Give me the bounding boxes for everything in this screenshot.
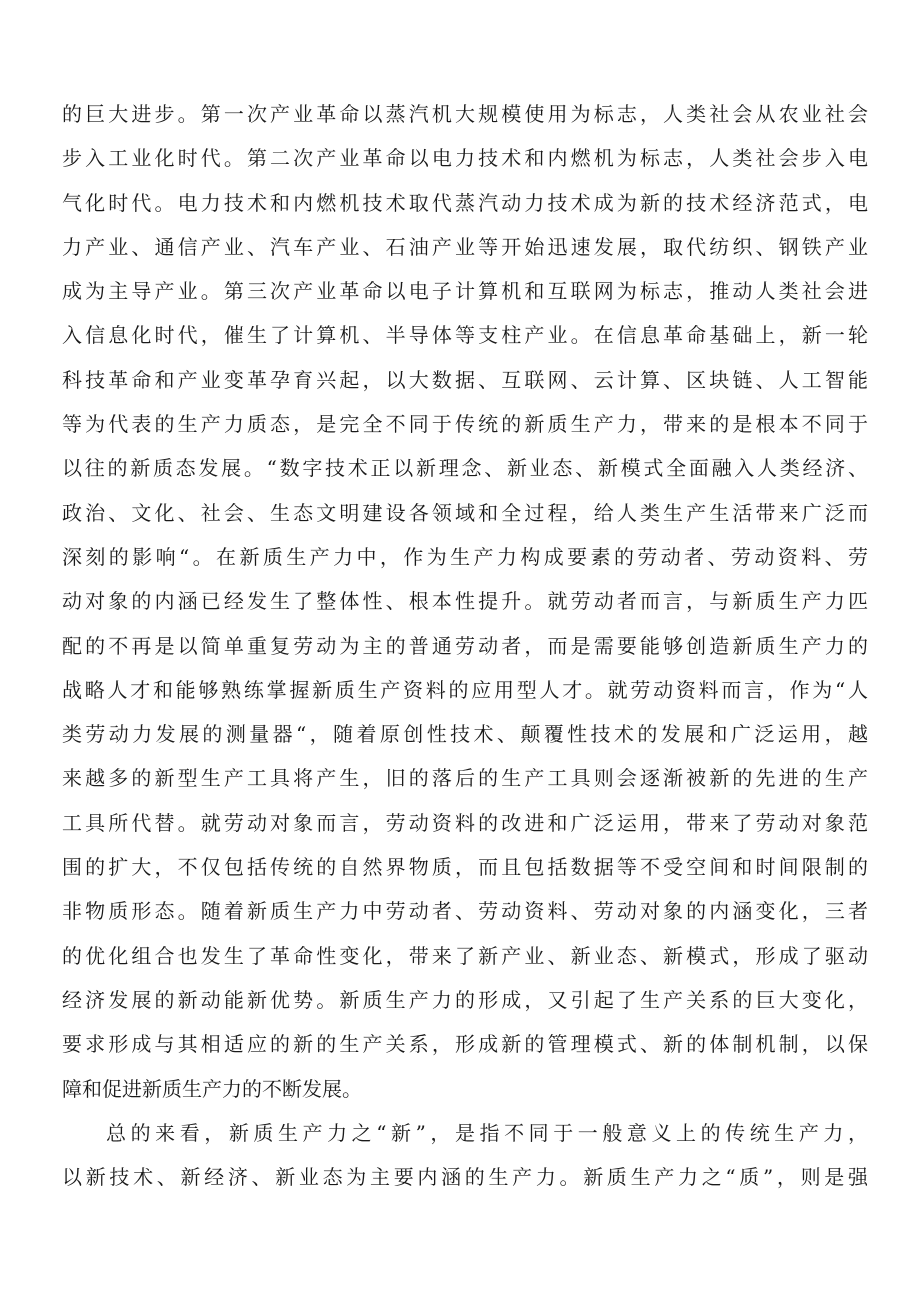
text-line: 以往的新质态发展。“数字技术正以新理念、新业态、新模式全面融入人类经济、	[62, 456, 868, 481]
text-line: 工具所代替。就劳动对象而言，劳动资料的改进和广泛运用，带来了劳动对象范	[62, 810, 868, 835]
text-line: 类劳动力发展的测量器“，随着原创性技术、颠覆性技术的发展和广泛运用，越	[62, 722, 868, 747]
body-text	[62, 92, 868, 1199]
text-line: 气化时代。电力技术和内燃机技术取代蒸汽动力技术成为新的技术经济范式，电	[62, 190, 868, 215]
text-line: 力产业、通信产业、汽车产业、石油产业等开始迅速发展，取代纺织、钢铁产业	[62, 234, 868, 259]
paragraph	[62, 1111, 868, 1200]
text-line: 以新技术、新经济、新业态为主要内涵的生产力。新质生产力之“质”，则是强	[62, 1165, 868, 1190]
text-line: 动对象的内涵已经发生了整体性、根本性提升。就劳动者而言，与新质生产力匹	[62, 589, 868, 614]
text-line: 政治、文化、社会、生态文明建设各领域和全过程，给人类生产生活带来广泛而	[62, 500, 868, 525]
text-line: 要求形成与其相适应的新的生产关系，形成新的管理模式、新的体制机制，以保	[62, 1032, 868, 1057]
text-line: 配的不再是以简单重复劳动为主的普通劳动者，而是需要能够创造新质生产力的	[62, 633, 868, 658]
text-line: 非物质形态。随着新质生产力中劳动者、劳动资料、劳动对象的内涵变化，三者	[62, 899, 868, 924]
text-line: 围的扩大，不仅包括传统的自然界物质，而且包括数据等不受空间和时间限制的	[62, 855, 868, 880]
text-line: 战略人才和能够熟练掌握新质生产资料的应用型人才。就劳动资料而言，作为“人	[62, 677, 868, 702]
text-line: 等为代表的生产力质态，是完全不同于传统的新质生产力，带来的是根本不同于	[62, 412, 868, 437]
text-line: 科技革命和产业变革孕育兴起，以大数据、互联网、云计算、区块链、人工智能	[62, 367, 868, 392]
text-line: 步入工业化时代。第二次产业革命以电力技术和内燃机为标志，人类社会步入电	[62, 146, 868, 171]
text-line: 成为主导产业。第三次产业革命以电子计算机和互联网为标志，推动人类社会进	[62, 279, 868, 304]
text-line: 障和促进新质生产力的不断发展。	[62, 1076, 362, 1101]
text-line: 的巨大进步。第一次产业革命以蒸汽机大规模使用为标志，人类社会从农业社会	[62, 102, 868, 126]
text-line: 入信息化时代，催生了计算机、半导体等支柱产业。在信息革命基础上，新一轮	[62, 323, 868, 348]
paragraph	[62, 92, 868, 1111]
text-line: 深刻的影响“。在新质生产力中，作为生产力构成要素的劳动者、劳动资料、劳	[62, 544, 868, 569]
text-line: 的优化组合也发生了革命性变化，带来了新产业、新业态、新模式，形成了驱动	[62, 943, 868, 968]
text-line: 总的来看，新质生产力之“新”，是指不同于一般意义上的传统生产力，	[106, 1120, 868, 1145]
text-line: 来越多的新型生产工具将产生，旧的落后的生产工具则会逐渐被新的先进的生产	[62, 766, 868, 791]
text-line: 经济发展的新动能新优势。新质生产力的形成，又引起了生产关系的巨大变化，	[62, 987, 868, 1012]
